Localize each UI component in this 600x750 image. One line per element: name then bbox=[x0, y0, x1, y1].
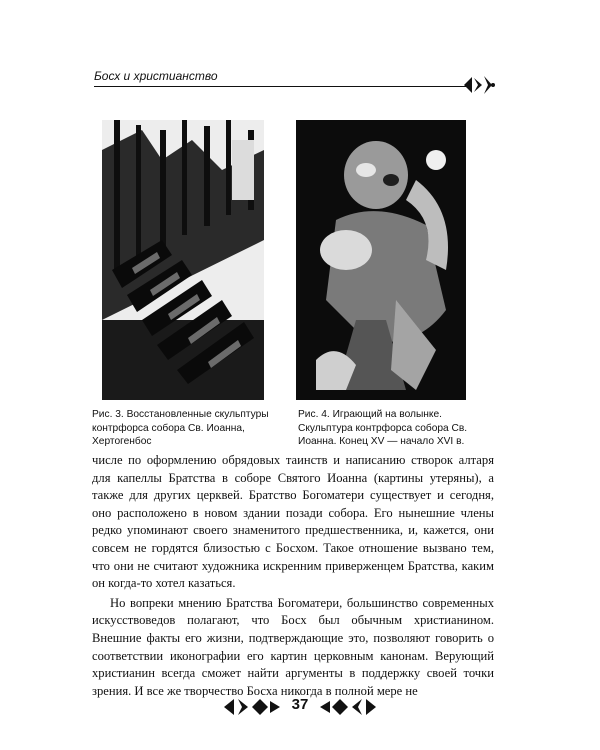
body-text bbox=[92, 452, 494, 700]
footer-ornament-right-icon bbox=[318, 695, 378, 719]
header-ornament-icon bbox=[462, 72, 496, 98]
figure-3-photo bbox=[102, 120, 264, 400]
figure-4-photo bbox=[296, 120, 466, 400]
footer-ornament-left-icon bbox=[222, 695, 282, 719]
bagpiper-sculpture-photo-icon bbox=[296, 120, 466, 400]
paragraph-2: Но вопреки мнению Братства Богоматери, большинство современных искусствоведов полагают, что Босх был обычным христианином. Внешние факты его жизни, подтверждающие это, позволяют говорить о соответствии иконографии его картин церковным канонам. Верующий христианин всегда сможет найти аргументы в поддержку своей точки зрения. И все же творчество Босха никогда в полной мере не bbox=[92, 595, 494, 698]
figure-3-caption: Рис. 3. Восстановленные скульптуры контрфорса собора Св. Иоанна, Хертогенбос bbox=[92, 409, 269, 447]
page-number: 37 bbox=[291, 696, 309, 713]
figure-4-caption: Рис. 4. Играющий на волынке. Скульптура контрфорса собора Св. Иоанна. Конец XV — начало XVI в. bbox=[298, 409, 468, 447]
paragraph-1: числе по оформлению обрядовых таинств и написанию створок алтаря для капеллы Братства в соборе Святого Иоанна (картины утеряны), а также для других церквей. Братство Богоматери существует и сегодня, оно расположено в новом здании позади собора. Его нынешние члены редко упоминают своего знаменитого предшественника, и, кажется, они совсем не гордятся близостью с Босхом. Такое отношение вызвано тем, что они не считают художника искренним приверженцем Братства, каким он когда-то хотел казаться. bbox=[92, 453, 494, 591]
header-rule bbox=[94, 86, 466, 87]
running-header-title: Босх и христианство bbox=[94, 69, 218, 83]
cathedral-buttress-photo-icon bbox=[102, 120, 264, 400]
page-footer bbox=[220, 693, 380, 721]
